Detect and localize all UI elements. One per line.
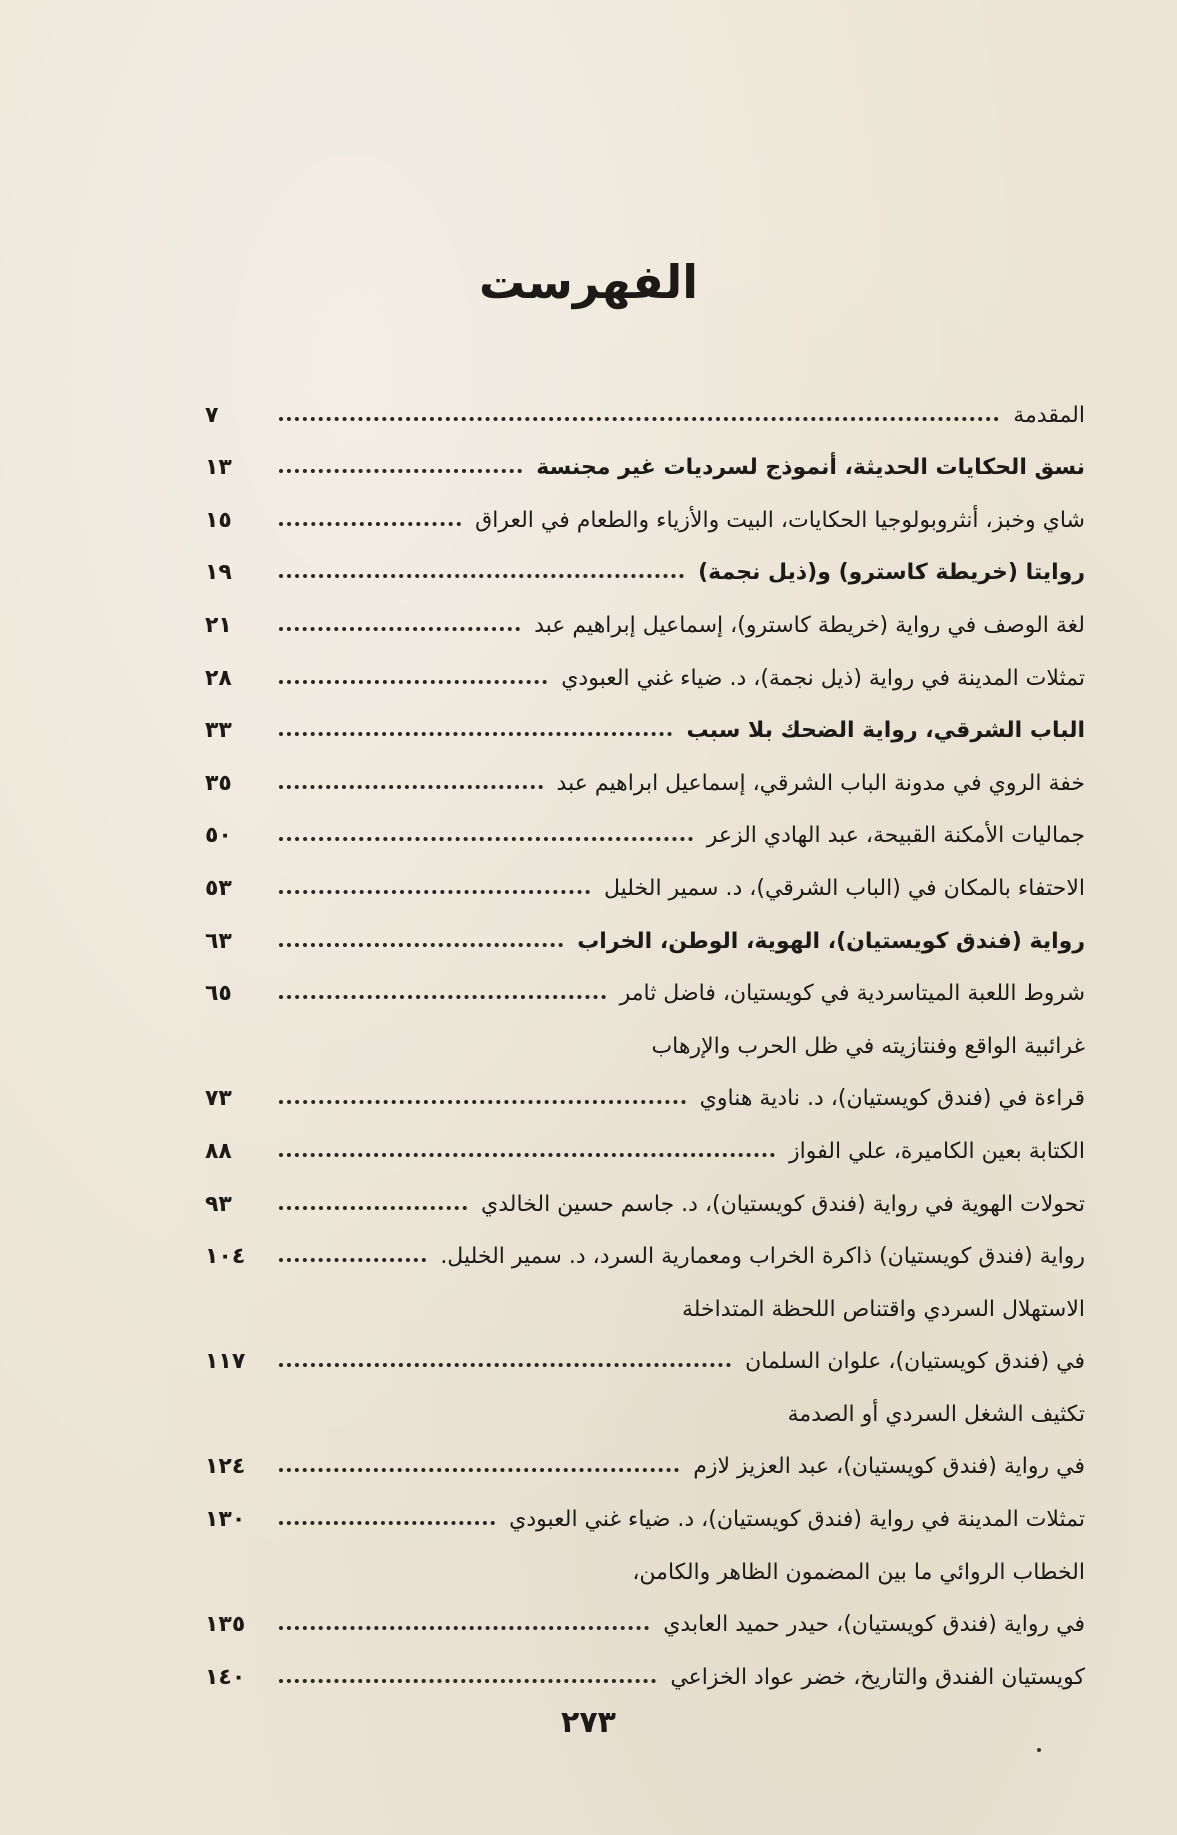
toc-entry-title: لغة الوصف في رواية (خريطة كاسترو)، إسماعيل إبراهيم عبد [534,612,1085,638]
toc-entry [205,1111,1085,1164]
toc-entry-page: ٢١ [205,612,232,638]
toc-entry-title: تحولات الهوية في رواية (فندق كويستيان)، د. جاسم حسين الخالدي [481,1191,1085,1217]
toc-entry-page: ٦٥ [205,981,232,1007]
toc-entry-title: روايتا (خريطة كاسترو) و(ذيل نجمة) [698,560,1085,586]
toc-entry-title: الاحتفاء بالمكان في (الباب الشرقي)، د. سمير الخليل [603,875,1085,901]
toc-entry-title: خفة الروي في مدونة الباب الشرقي، إسماعيل ابراهيم عبد [556,770,1085,796]
dot-leader [279,785,543,789]
toc-entry [205,428,1085,481]
toc-entry-page: ٣٥ [205,770,232,796]
toc-entry [205,796,1085,849]
dot-leader [279,1363,731,1367]
dot-leader [279,522,461,526]
toc-entry-title: رواية (فندق كويستيان) ذاكرة الخراب ومعمارية السرد، د. سمير الخليل. [440,1244,1085,1270]
toc-entry [205,1059,1085,1112]
toc-entry [205,1269,1085,1322]
toc-entry-title: غرائبية الواقع وفنتازيته في ظل الحرب والإرهاب [651,1033,1085,1059]
toc-entry-title: قراءة في (فندق كويستيان)، د. نادية هناوي [699,1086,1085,1112]
toc-entry [205,1217,1085,1270]
dot-leader [279,890,590,894]
toc-entry-title: الكتابة بعين الكاميرة، علي الفواز [789,1138,1085,1164]
dot-leader [279,469,522,473]
toc-entry-title: شروط اللعبة الميتاسردية في كويستيان، فاضل ثامر [619,981,1085,1007]
paper-speck [1037,1748,1041,1752]
toc-entry-title: الخطاب الروائي ما بين المضمون الظاهر والكامن، [632,1559,1085,1585]
dot-leader [279,1153,775,1157]
dot-leader [279,680,547,684]
toc-entry-page: ٢٨ [205,665,232,691]
page-number: ٢٧٣ [561,1705,616,1740]
toc-entry-page: ١٢٤ [205,1454,246,1480]
toc-entry-title: جماليات الأمكنة القبيحة، عبد الهادي الزعر [706,823,1085,849]
toc-entry-title: كويستيان الفندق والتاريخ، خضر عواد الخزاعي [670,1664,1085,1690]
toc-entry [205,691,1085,744]
toc-entry-page: ١٥ [205,507,232,533]
toc-entry [205,1637,1085,1690]
toc-entry-title: في (فندق كويستيان)، علوان السلمان [745,1349,1085,1375]
toc-entry-title: تمثلات المدينة في رواية (فندق كويستيان)، د. ضياء غني العبودي [509,1507,1085,1533]
dot-leader [279,732,672,736]
toc-entry [205,954,1085,1007]
toc-entry-page: ١٣ [205,455,232,481]
toc-entry [205,480,1085,533]
toc-entry [205,1585,1085,1638]
toc-entry [205,1427,1085,1480]
toc-entry [205,1164,1085,1217]
toc-entry [205,743,1085,796]
table-of-contents [205,375,1085,1690]
toc-entry-title: شاي وخبز، أنثروبولوجيا الحكايات، البيت والأزياء والطعام في العراق [475,507,1085,533]
toc-entry [205,848,1085,901]
toc-entry-title: تكثيف الشغل السردي أو الصدمة [787,1401,1085,1427]
toc-entry-page: ٥٣ [205,875,232,901]
toc-entry-title: رواية (فندق كويستيان)، الهوية، الوطن، الخراب [577,928,1085,954]
toc-entry [205,1006,1085,1059]
toc-entry [205,1322,1085,1375]
toc-entry [205,1479,1085,1532]
toc-entry-title: في رواية (فندق كويستيان)، عبد العزيز لازم [693,1454,1085,1480]
toc-entry-page: ٥٠ [205,823,232,849]
dot-leader [279,627,520,631]
toc-entry-page: ٧ [205,402,219,428]
toc-entry-page: ١٠٤ [205,1244,246,1270]
toc-entry [205,585,1085,638]
toc-entry [205,638,1085,691]
dot-leader [279,1679,656,1683]
toc-entry [205,901,1085,954]
toc-entry-page: ١٤٠ [205,1664,246,1690]
toc-entry [205,375,1085,428]
toc-entry-page: ٣٣ [205,718,232,744]
dot-leader [279,574,684,578]
dot-leader [279,1100,686,1104]
dot-leader [279,1258,426,1262]
toc-entry-page: ٨٨ [205,1138,232,1164]
toc-entry-title: تمثلات المدينة في رواية (ذيل نجمة)، د. ضياء غني العبودي [561,665,1085,691]
toc-entry-page: ١٣٠ [205,1507,246,1533]
dot-leader [279,1521,495,1525]
toc-entry [205,1532,1085,1585]
dot-leader [279,943,563,947]
dot-leader [279,1468,679,1472]
toc-entry-title: نسق الحكايات الحديثة، أنموذج لسرديات غير مجنسة [536,455,1085,481]
toc-entry [205,533,1085,586]
dot-leader [279,417,999,421]
toc-entry-page: ٩٣ [205,1191,232,1217]
dot-leader [279,995,606,999]
page-title: الفهرست [478,255,699,309]
toc-entry-title: الباب الشرقي، رواية الضحك بلا سبب [686,718,1085,744]
toc-entry-page: ١٩ [205,560,232,586]
toc-entry-title: في رواية (فندق كويستيان)، حيدر حميد العابدي [663,1612,1085,1638]
toc-entry-page: ١٣٥ [205,1612,246,1638]
toc-entry-title: المقدمة [1013,402,1085,428]
toc-entry [205,1374,1085,1427]
toc-entry-title: الاستهلال السردي واقتناص اللحظة المتداخلة [681,1296,1085,1322]
dot-leader [279,1206,467,1210]
toc-entry-page: ٧٣ [205,1086,232,1112]
dot-leader [279,1626,649,1630]
toc-entry-page: ١١٧ [205,1349,246,1375]
dot-leader [279,837,693,841]
toc-entry-page: ٦٣ [205,928,232,954]
